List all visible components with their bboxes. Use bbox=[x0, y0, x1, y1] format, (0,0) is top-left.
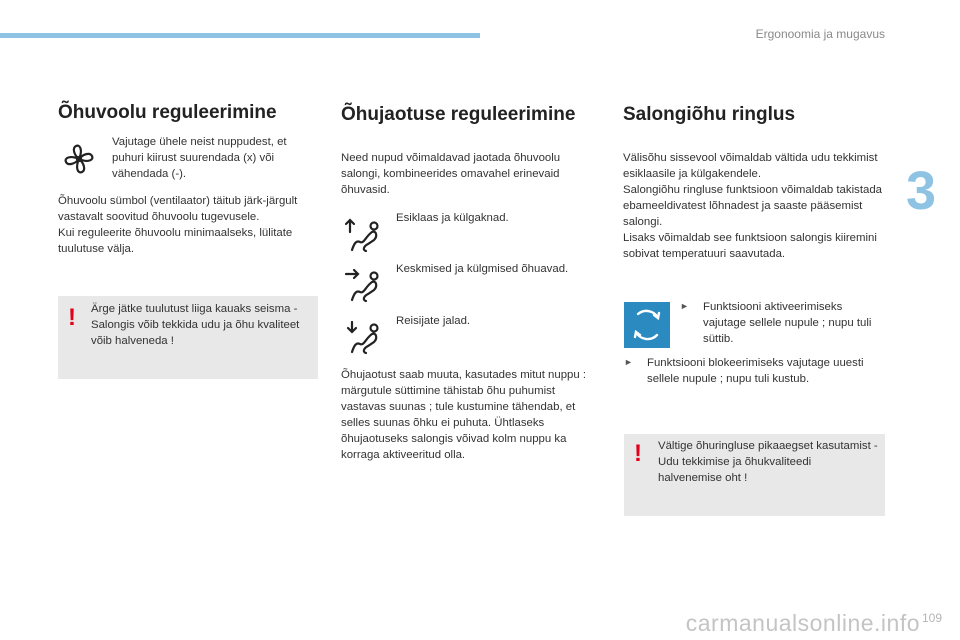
col3-body-2: Salongiõhu ringluse funktsioon võimaldab takistada ebameeldivatest lõhnadest ja saaste pääsemist salongi. bbox=[623, 184, 882, 228]
vent-item-windscreen: Esiklaas ja külgaknad. bbox=[396, 212, 509, 224]
warning-icon: ! bbox=[68, 304, 76, 331]
col2-title: Õhujaotuse reguleerimine bbox=[341, 104, 576, 125]
windscreen-vent-icon bbox=[344, 218, 384, 259]
col1-warning-text: Ärge jätke tuulutust liiga kauaks seisma - Salongis võib tekkida udu ja õhu kvaliteet võib halveneda ! bbox=[91, 303, 300, 347]
col1-body-1: Õhuvoolu sümbol (ventilaator) täitub järk-järgult vastavalt soovitud õhuvoolu tugevusele. bbox=[58, 195, 298, 223]
face-vent-icon bbox=[344, 268, 384, 309]
col3-warning-box bbox=[624, 434, 885, 516]
section-label: Ergonoomia ja mugavus bbox=[755, 27, 885, 41]
col2-body: Õhujaotust saab muuta, kasutades mitut nuppu : märgutule süttimine tähistab õhu puhumist vastavas suunas ; tule kustumine tähendab, et selles suunas õhku ei puhuta. Ühtlaseks õhujaotuseks salongis võivad kolm nuppu ka korraga aktiveeritud olla. bbox=[341, 369, 587, 461]
bullet-arrow-icon: ► bbox=[624, 357, 633, 367]
header-accent-bar bbox=[0, 33, 480, 38]
col3-body-1: Välisõhu sissevool võimaldab vältida udu tekkimist esiklaasile ja külgakendele. bbox=[623, 152, 878, 180]
vent-item-face: Keskmised ja külgmised õhuavad. bbox=[396, 263, 569, 275]
fan-icon bbox=[62, 142, 96, 181]
col3-bullet-1: Funktsiooni aktiveerimiseks vajutage sellele nupule ; nupu tuli süttib. bbox=[703, 301, 872, 345]
col1-warning-box bbox=[58, 296, 318, 379]
feet-vent-icon bbox=[344, 320, 384, 361]
col1-body-2: Kui reguleerite õhuvoolu minimaalseks, lülitate tuulutuse välja. bbox=[58, 227, 293, 255]
vent-item-feet: Reisijate jalad. bbox=[396, 315, 471, 327]
col1-intro: Vajutage ühele neist nuppudest, et puhuri kiirust suurendada (x) või vähendada (-). bbox=[112, 136, 287, 180]
chapter-number: 3 bbox=[906, 161, 937, 221]
col2-intro: Need nupud võimaldavad jaotada õhuvoolu salongi, kombineerides omavahel erinevaid õhuvasid. bbox=[341, 152, 561, 196]
col3-body-3: Lisaks võimaldab see funktsioon salongis kiiremini sobivat temperatuuri saavutada. bbox=[623, 232, 877, 260]
warning-icon: ! bbox=[634, 440, 642, 467]
col1-title: Õhuvoolu reguleerimine bbox=[58, 102, 277, 123]
watermark: carmanualsonline.info bbox=[685, 610, 920, 636]
col3-bullet-2: Funktsiooni blokeerimiseks vajutage uuesti sellele nupule ; nupu tuli kustub. bbox=[647, 357, 864, 385]
bullet-arrow-icon: ► bbox=[680, 301, 689, 311]
col3-title: Salongiõhu ringlus bbox=[623, 104, 796, 125]
page-number: 109 bbox=[921, 611, 942, 625]
col3-warning-text: Vältige õhuringluse pikaaegset kasutamist - Udu tekkimise ja õhukvaliteedi halvenemise oht ! bbox=[658, 440, 878, 484]
recirculation-icon bbox=[624, 302, 670, 348]
